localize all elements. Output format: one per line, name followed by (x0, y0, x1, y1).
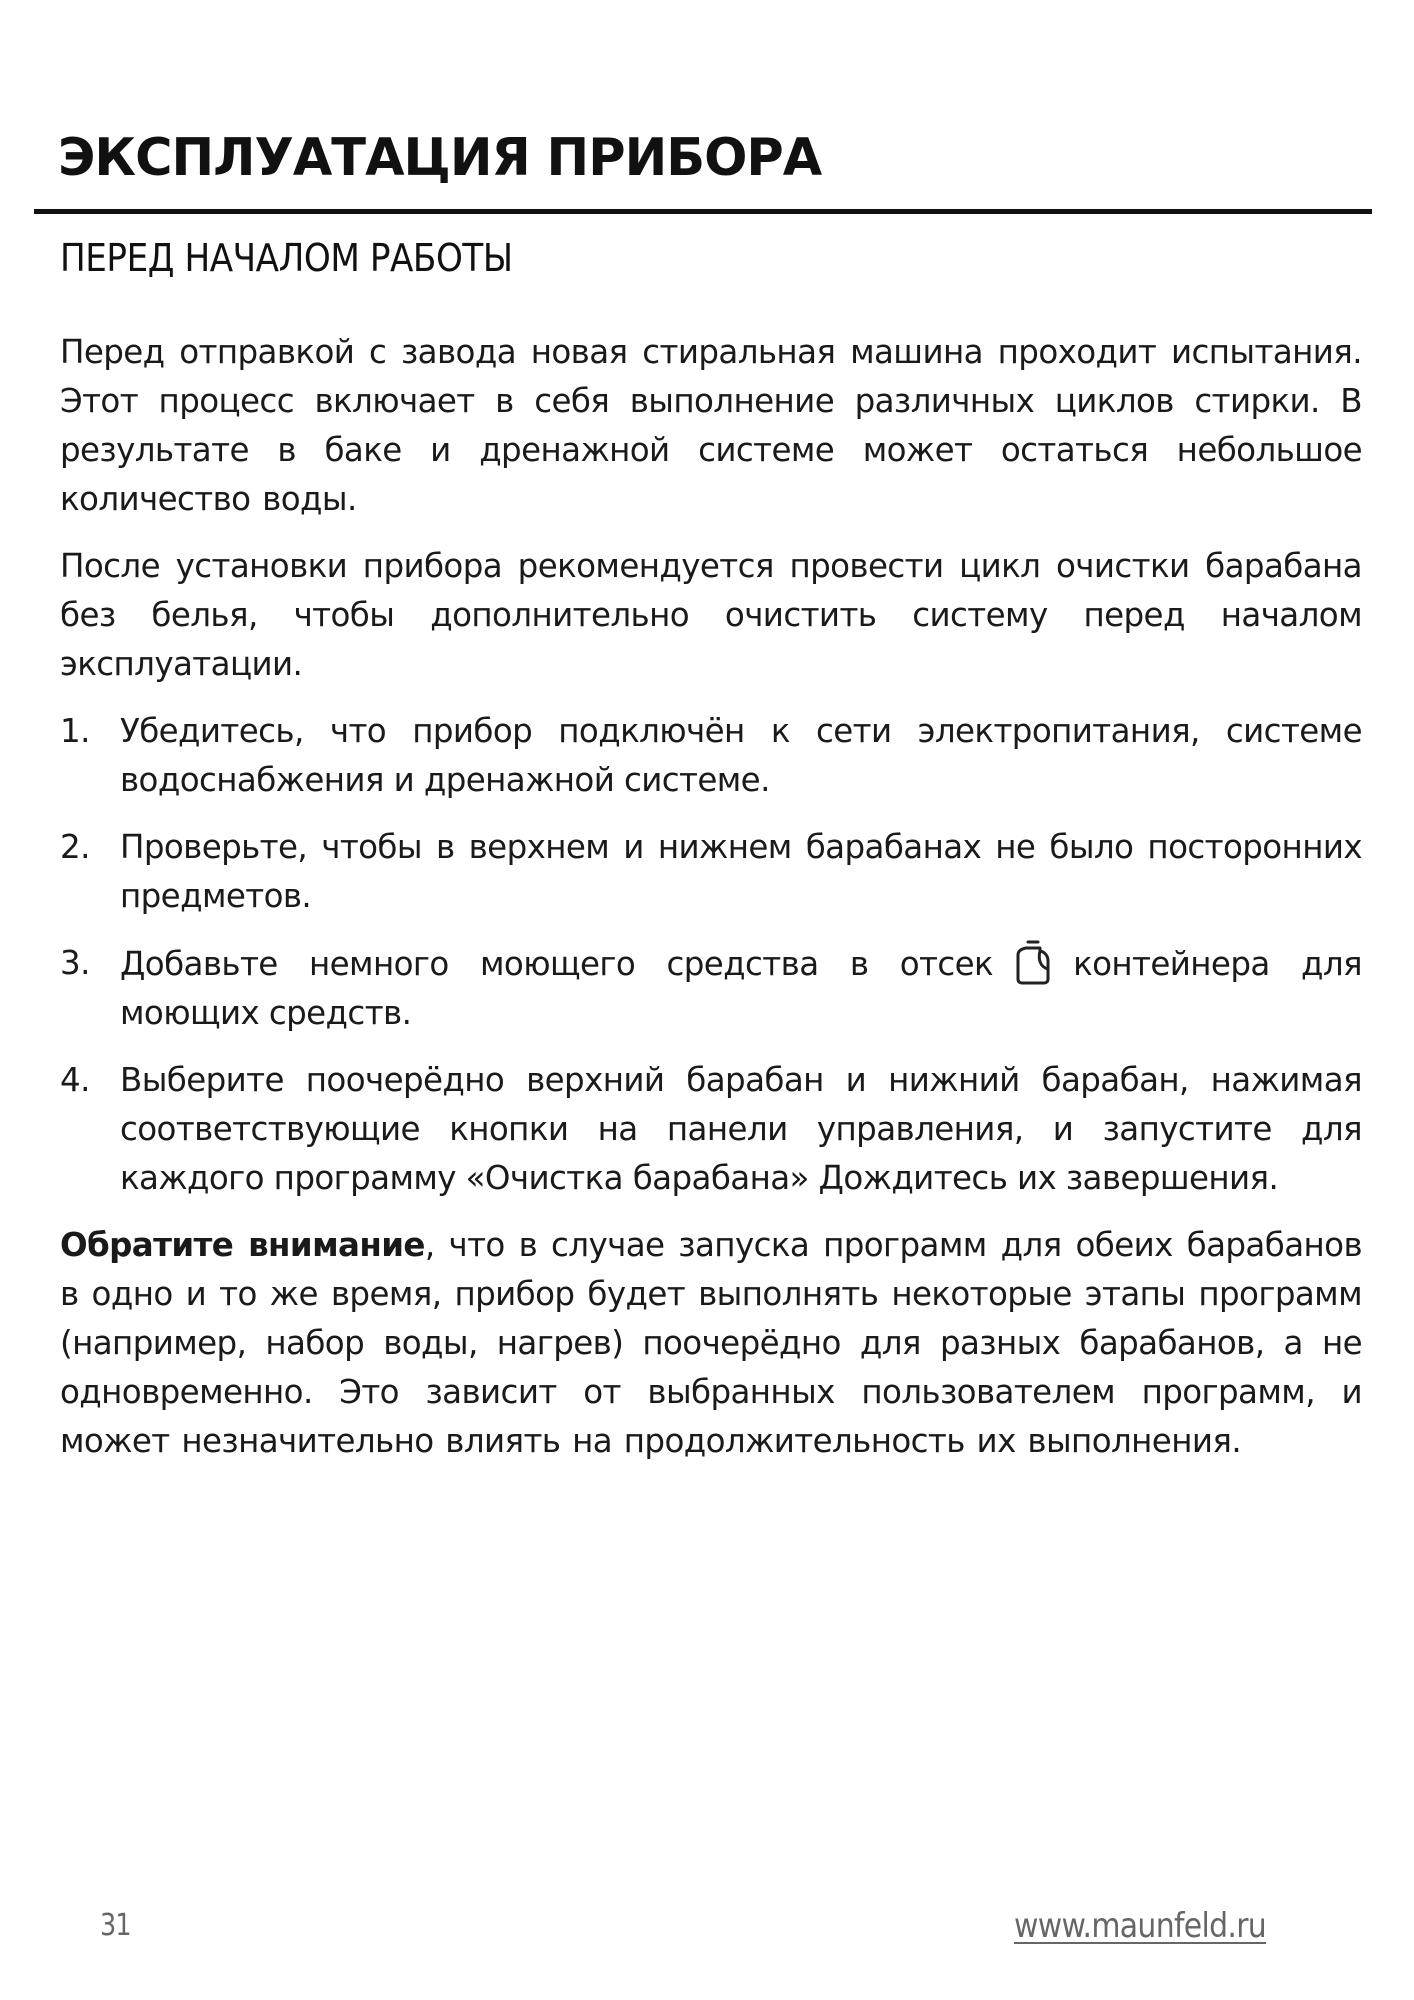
note-paragraph (60, 1221, 1362, 1466)
intro-paragraph-1: Перед отправкой с завода новая стиральная машина проходит испытания. Этот процесс включает в себя выполнение различных циклов стирки. В результате в баке и дренажной системе может остаться небольшое количество воды. (60, 333, 1362, 518)
step-item (60, 1056, 1362, 1203)
intro-paragraph-2: После установки прибора рекомендуется провести цикл очистки барабана без белья, чтобы дополнительно очистить систему перед началом эксплуатации. (60, 547, 1362, 683)
page-number: 31 (100, 1908, 131, 1943)
title-divider (34, 209, 1372, 214)
website-link[interactable]: www.maunfeld.ru (1014, 1906, 1267, 1946)
detergent-bottle-icon (1011, 939, 1055, 985)
step-number: 4. (60, 1061, 90, 1099)
note-bold-lead: Обратите внимание (60, 1226, 425, 1264)
step-item (60, 707, 1362, 805)
step-number: 3. (60, 944, 90, 982)
page-body (60, 328, 1362, 1484)
note-text: , что в случае запуска программ для обеих барабанов в одно и то же время, прибор будет выполнять некоторые этапы программ (например, набор воды, нагрев) поочерёдно для разных барабанов, а не одновременно. Это зависит от выбранных пользователем программ, и может незначительно влиять на продолжительность их выполнения. (60, 1226, 1362, 1460)
step-item (60, 939, 1362, 1038)
step-text: Проверьте, чтобы в верхнем и нижнем барабанах не было посторонних предметов. (120, 828, 1362, 915)
step-text-after-icon: контейнера для моющих средств. (120, 945, 1362, 1032)
step-number: 2. (60, 828, 90, 866)
steps-list (60, 707, 1362, 1203)
chapter-title: ЭКСПЛУАТАЦИЯ ПРИБОРА (58, 128, 822, 188)
step-text: Убедитесь, что прибор подключён к сети электропитания, системе водоснабжения и дренажной системе. (120, 712, 1362, 799)
section-title: ПЕРЕД НАЧАЛОМ РАБОТЫ (60, 236, 513, 280)
step-number: 1. (60, 712, 90, 750)
step-text-before-icon: Добавьте немного моющего средства в отсек (120, 945, 994, 983)
step-item (60, 823, 1362, 921)
step-text: Выберите поочерёдно верхний барабан и нижний барабан, нажимая соответствующие кнопки на панели управления, и запустите для каждого программу «Очистка барабана» Дождитесь их завершения. (120, 1061, 1362, 1197)
